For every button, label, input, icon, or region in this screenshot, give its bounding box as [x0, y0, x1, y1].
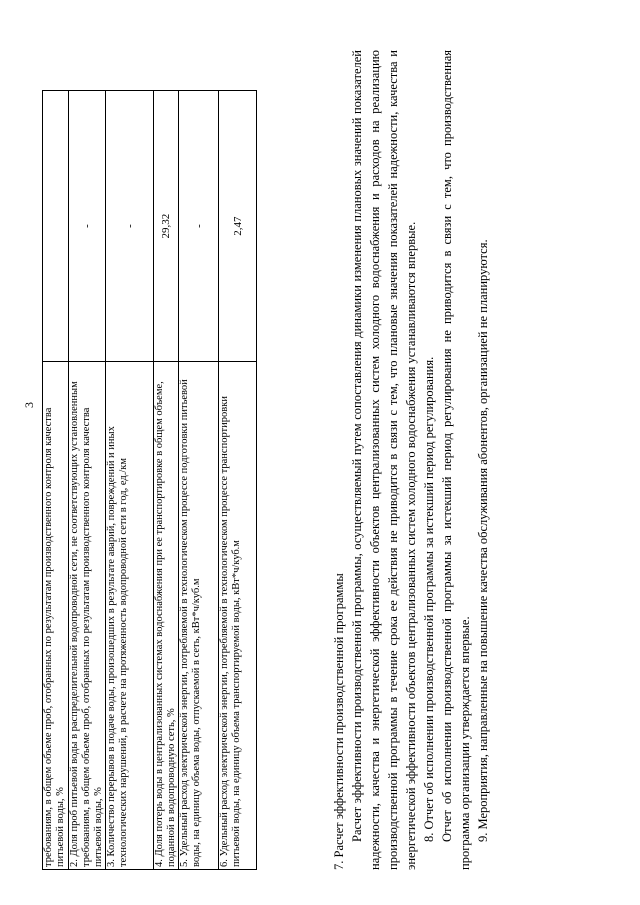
- page-number: 3: [22, 402, 36, 408]
- table-cell-value: -: [179, 91, 219, 362]
- table-row: [43, 91, 69, 870]
- table-cell-value: -: [69, 91, 106, 362]
- text-sections: [330, 50, 492, 870]
- table-row: [154, 91, 179, 870]
- section-7-title: 7. Расчет эффективности производственной программы: [332, 573, 346, 870]
- table-cell-value: [43, 91, 69, 362]
- table-cell-value: 2,47: [219, 91, 257, 362]
- table-cell-label: 2. Доля проб питьевой воды в распределительной водопроводной сети, не соответствующих установленным требованиям, в общем объеме проб, отобранных по результатам производственного контроля качества питьевой воды, %: [69, 362, 106, 870]
- section-8-paragraph: Отчет об исполнении производственной программы за истекший период регулирования не приводится в связи с тем, что производственная программа организации утверждается впервые.: [440, 50, 472, 870]
- table-cell-label: 3. Количество перерывов в подаче воды, произошедших в результате аварий, повреждений и иных технологических нарушений, в расчете на протяженность водопроводной сети в год, ед./км: [106, 362, 154, 870]
- table-row: [69, 91, 106, 870]
- table-cell-label: 5. Удельный расход электрической энергии, потребляемой в технологическом процессе подготовки питьевой воды, на единицу объема воды, отпускаемой в сеть, кВт*ч/куб.м: [179, 362, 219, 870]
- table-row: [179, 91, 219, 870]
- indicators-table: [42, 90, 257, 870]
- section-8-title: 8. Отчет об исполнении производственной программы за истекший период регулирования.: [422, 356, 436, 842]
- table-row: [106, 91, 154, 870]
- section-9-paragraph: 9. Мероприятия, направленные на повышение качества обслуживания абонентов, организацией не планируются.: [476, 239, 490, 842]
- table-cell-value: 29,32: [154, 91, 179, 362]
- table-cell-label: 6. Удельный расход электрической энергии, потребляемой в технологическом процессе транспортировки питьевой воды, на единицу объема транспортируемой воды, кВт*ч/куб.м: [219, 362, 257, 870]
- table-row: [219, 91, 257, 870]
- section-7-paragraph: Расчет эффективности производственной программы, осуществляемый путем сопоставления динамики изменения плановых значений показателей надежности, качества и энергетической эффективности объектов централизованных систем холодного водоснабжения и расходов на реализацию производственной программы в течение срока ее действия не приводится в связи с тем, что плановые значения показателей надежности, качества и энергетической эффективности объектов централизованных систем холодного водоснабжения устанавливаются впервые.: [350, 50, 418, 870]
- table-cell-label: 4. Доля потерь воды в централизованных системах водоснабжения при ее транспортировке в общем объеме, поданной в водопроводную сеть, %: [154, 362, 179, 870]
- table-cell-label: требованиям, в общем объеме проб, отобранных по результатам производственного контроля качества питьевой воды, %: [43, 362, 69, 870]
- table-cell-value: -: [106, 91, 154, 362]
